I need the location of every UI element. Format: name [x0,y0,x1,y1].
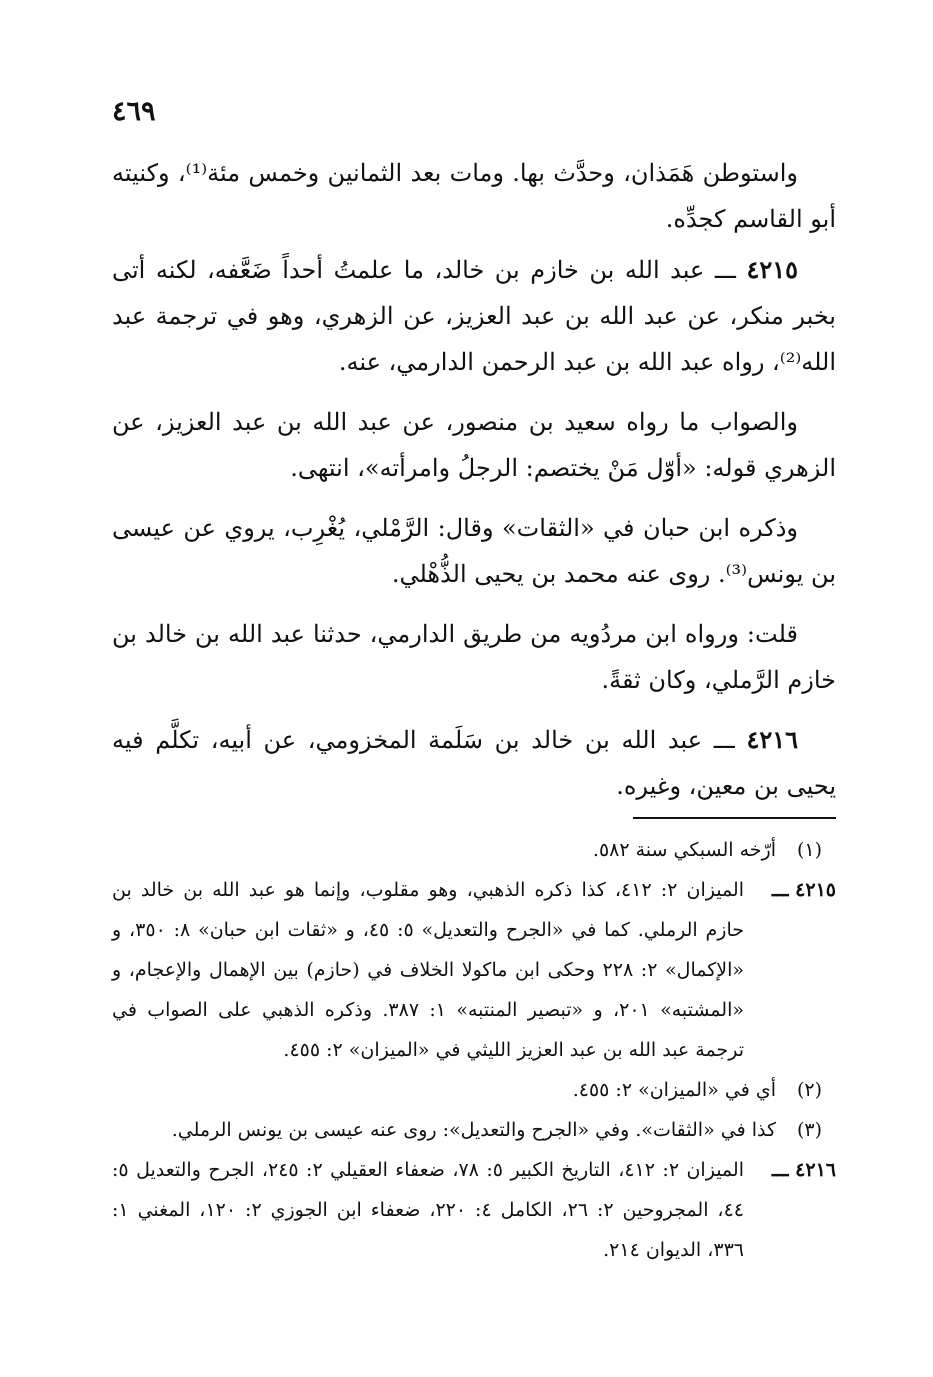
footnote-entry-4216 [112,1150,836,1270]
footnote-text: أي في «الميزان» ٢: ٤٥٥. [572,1079,776,1101]
entry-4216 [112,717,836,809]
entry-number: ٤٢١٥ [746,255,798,284]
footnote-text: الميزان ٢: ٤١٢، التاريخ الكبير ٥: ٧٨، ضعفاء العقيلي ٢: ٢٤٥، الجرح والتعديل ٥: ٤٤، المجروحين ٢: ٢٦، الكامل ٤: ٢٢٠، ضعفاء ابن الجوزي ٢: ١٢٠، المغني ١: ٣٣٦، الديوان ٢١٤. [112,1159,744,1261]
paragraph-text: وذكره ابن حبان في «الثقات» وقال: الرَّمْلي، يُغْرِب، يروي عن عيسى بن يونس⁽³⁾. روى عنه محمد بن يحيى الذُّهْلي. [112,514,836,588]
footnotes [112,830,836,1270]
footnote-label: (٢) [796,1079,822,1101]
paragraph-text: ـــ عبد الله بن خالد بن سَلَمة المخزومي، عن أبيه، تكلَّم فيه يحيى بن معين، وغيره. [112,726,836,800]
footnote-2 [112,1070,836,1110]
paragraph [112,150,836,242]
footnote-entry-4215 [112,870,836,1070]
footnote-1 [112,830,836,870]
paragraph-text: واستوطن هَمَذان، وحدَّث بها. ومات بعد الثمانين وخمس مئة⁽¹⁾، وكنيته أبو القاسم كجدِّه. [112,159,836,233]
entry-number: ٤٢١٦ [746,725,798,754]
paragraph [112,399,836,491]
page-number: ٤٦٩ [112,96,156,127]
paragraph [112,611,836,703]
main-text [112,150,836,814]
paragraph-text: ـــ عبد الله بن خازم بن خالد، ما علمتُ أحداً ضَعَّفه، لكنه أتى بخبر منكر، عن عبد الله بن عبد العزيز، عن الزهري، وهو في ترجمة عبد الله⁽²⁾، رواه عبد الله بن عبد الرحمن الدارمي، عنه. [112,256,836,376]
footnote-label: (١) [796,839,822,861]
footnote-3 [112,1110,836,1150]
footnote-label: (٣) [796,1119,822,1141]
footnote-text: الميزان ٢: ٤١٢، كذا ذكره الذهبي، وهو مقلوب، وإنما هو عبد الله بن خالد بن حازم الرملي. كما في «الجرح والتعديل» ٥: ٤٥، و «ثقات ابن حبان» ٨: ٣٥٠، و «الإكمال» ٢: ٢٢٨ وحكى ابن ماكولا الخلاف في (حازم) بين الإهمال والإعجام، و «المشتبه» ٢٠١، و «تبصير المنتبه» ١: ٣٨٧. وذكره الذهبي على الصواب في ترجمة عبد الله بن عبد العزيز الليثي في «الميزان» ٢: ٤٥٥. [112,879,744,1061]
paragraph-text: والصواب ما رواه سعيد بن منصور، عن عبد الله بن عبد العزيز، عن الزهري قوله: «أوّل مَنْ يختصم: الرجلُ وامرأته»، انتهى. [112,408,836,482]
footnote-label: ٤٢١٥ ـــ [771,879,836,901]
footnote-divider [633,817,836,819]
paragraph-text: قلت: ورواه ابن مردُويه من طريق الدارمي، حدثنا عبد الله بن خالد بن خازم الرَّملي، وكان ثقةً. [112,620,836,694]
footnote-label: ٤٢١٦ ـــ [771,1159,836,1181]
paragraph [112,505,836,597]
entry-4215 [112,247,836,385]
footnote-text: أرّخه السبكي سنة ٥٨٢. [592,839,776,861]
footnote-text: كذا في «الثقات». وفي «الجرح والتعديل»: روى عنه عيسى بن يونس الرملي. [171,1119,776,1141]
